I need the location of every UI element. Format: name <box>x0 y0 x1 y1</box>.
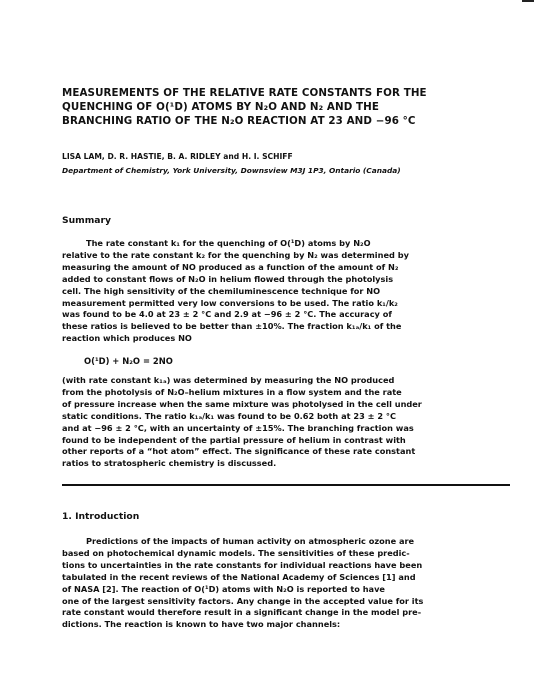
paper-title <box>62 86 502 128</box>
text-line: added to constant flows of N₂O in helium flowed through the photolysis <box>62 273 394 284</box>
text-line: tions to uncertainties in the rate constants for individual reactions have been <box>62 559 423 570</box>
text-line: The rate constant k₁ for the quenching of O(¹D) atoms by N₂O <box>86 238 371 248</box>
author-list: LISA LAM, D. R. HASTIE, B. A. RIDLEY and H. I. SCHIFF <box>62 152 293 161</box>
scan-mark <box>522 0 534 2</box>
text-line: (with rate constant k₁ₐ) was determined by measuring the NO produced <box>62 375 395 385</box>
text-line: from the photolysis of N₂O–helium mixtures in a flow system and the rate <box>62 386 402 397</box>
summary-paragraph-1 <box>62 238 512 345</box>
text-line: ratios to stratospheric chemistry is discussed. <box>62 458 277 469</box>
text-line: measuring the amount of NO produced as a function of the amount of N₂ <box>62 261 399 272</box>
summary-paragraph-2 <box>62 375 512 470</box>
text-line: and at −96 ± 2 °C, with an uncertainty of ±15%. The branching fraction was <box>62 422 414 433</box>
text-line: Predictions of the impacts of human activity on atmospheric ozone are <box>86 536 415 546</box>
summary-heading: Summary <box>62 215 112 226</box>
text-line: dictions. The reaction is known to have two major channels: <box>62 619 341 630</box>
text-line: rate constant would therefore result in a significant change in the model pre- <box>62 607 422 618</box>
introduction-heading: 1. Introduction <box>62 511 140 522</box>
section-divider <box>62 484 510 486</box>
affiliation: Department of Chemistry, York University, Downsview M3J 1P3, Ontario (Canada) <box>62 166 401 175</box>
title-line: BRANCHING RATIO OF THE N₂O REACTION AT 23 AND −96 °C <box>62 115 416 127</box>
text-line: other reports of a “hot atom” effect. The significance of these rate constant <box>62 446 416 457</box>
text-line: these ratios is believed to be better than ±10%. The fraction k₁ₐ/k₁ of the <box>62 321 402 332</box>
text-line: one of the largest sensitivity factors. Any change in the accepted value for its <box>62 595 424 606</box>
text-line: found to be independent of the partial pressure of helium in contrast with <box>62 434 406 445</box>
text-line: was found to be 4.0 at 23 ± 2 °C and 2.9 at −96 ± 2 °C. The accuracy of <box>62 309 392 320</box>
introduction-paragraph <box>62 536 512 631</box>
text-line: relative to the rate constant k₂ for the quenching by N₂ was determined by <box>62 249 409 260</box>
text-line: based on photochemical dynamic models. The sensitivities of these predic- <box>62 547 410 558</box>
title-line: MEASUREMENTS OF THE RELATIVE RATE CONSTANTS FOR THE <box>62 87 427 99</box>
text-line: cell. The high sensitivity of the chemiluminescence technique for NO <box>62 285 381 296</box>
text-line: measurement permitted very low conversions to be used. The ratio k₁/k₂ <box>62 297 398 308</box>
text-line: tabulated in the recent reviews of the National Academy of Sciences [1] and <box>62 571 416 582</box>
title-line: QUENCHING OF O(¹D) ATOMS BY N₂O AND N₂ AND THE <box>62 101 380 113</box>
text-line: reaction which produces NO <box>62 333 192 344</box>
text-line: static conditions. The ratio k₁ₐ/k₁ was found to be 0.62 both at 23 ± 2 °C <box>62 410 396 421</box>
text-line: of pressure increase when the same mixture was photolysed in the cell under <box>62 398 422 409</box>
reaction-equation: O(¹D) + N₂O = 2NO <box>84 356 173 366</box>
text-line: of NASA [2]. The reaction of O(¹D) atoms with N₂O is reported to have <box>62 583 385 594</box>
